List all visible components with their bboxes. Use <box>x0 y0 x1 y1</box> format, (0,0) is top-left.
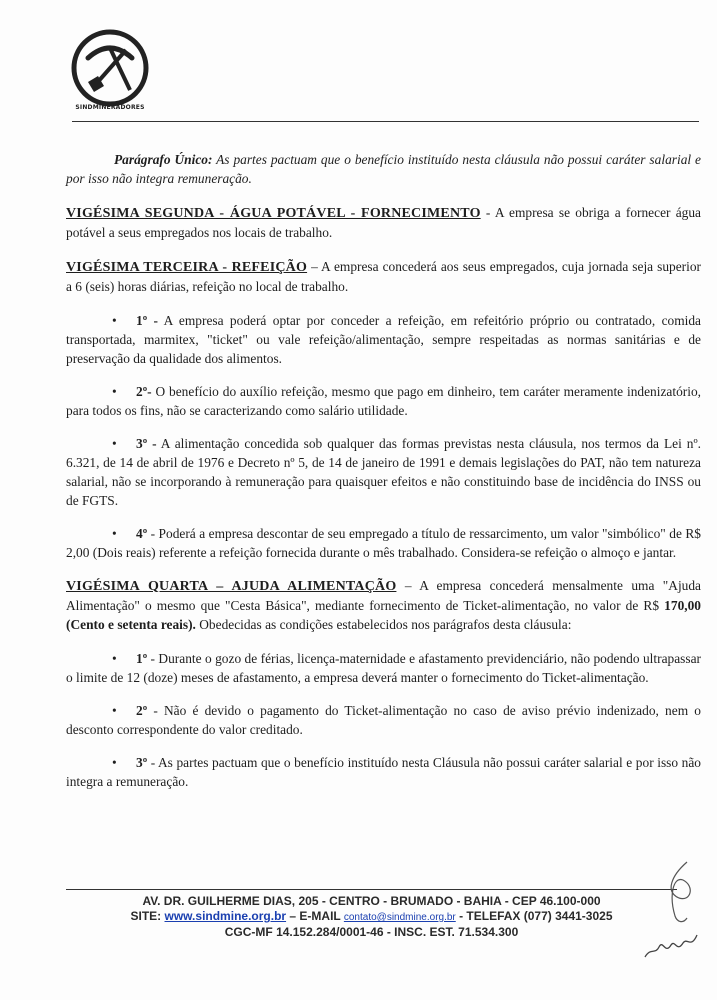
bullet-icon: • <box>112 651 117 666</box>
phone: - TELEFAX (077) 3441-3025 <box>455 909 613 923</box>
clause-22-text: - A empresa se obriga a fornecer água potável a seus empregados nos locais de trabalho. <box>66 205 701 240</box>
site-label: SITE: <box>130 909 165 923</box>
clause-23-text: – A empresa concederá aos seus empregados, cuja jornada seja superior a 6 (seis) horas diárias, refeição no local de trabalho. <box>66 259 701 294</box>
item-number: 3º <box>136 755 148 770</box>
item-number: 4º <box>136 526 148 541</box>
bullet-icon: • <box>112 526 117 541</box>
signature-icon <box>657 858 703 928</box>
item-number: 2º <box>136 703 148 718</box>
clause-22 <box>66 203 701 242</box>
site-link[interactable]: www.sindmine.org.br <box>164 909 287 923</box>
clause-24-text-before: – A empresa concederá mensalmente uma "Ajuda Alimentação" o mesmo que "Cesta Básica", mediante fornecimento de Ticket-alimentação, no valor de R$ <box>66 578 701 613</box>
item-text: A empresa poderá optar por conceder a refeição, em refeitório próprio ou contratado, comida transportada, marmitex, "ticket" ou vale refeição/alimentação, sempre respeitadas as normas sanitárias e de preservação da qualidade dos alimentos. <box>66 313 701 366</box>
item-text: - Poderá a empresa descontar de seu empregado a título de ressarcimento, um valor "simbólico" de R$ 2,00 (Dois reais) referente a refeição fornecida durante o mês trabalhado. Considera-se refeição o almoço e jantar. <box>66 526 701 560</box>
footer-contact <box>66 909 677 925</box>
bullet-icon: • <box>112 755 117 770</box>
item-text: - Durante o gozo de férias, licença-maternidade e afastamento previdenciário, não podendo ultrapassar o limite de 12 (doze) meses de afastamento, a empresa deverá manter o fornecimento do Ticket-alimentação. <box>66 651 701 685</box>
clause-24-heading: VIGÉSIMA QUARTA – AJUDA ALIMENTAÇÃO <box>66 579 397 594</box>
paragrafo-unico-label: Parágrafo Único: <box>114 152 213 167</box>
initials-icon <box>641 925 701 965</box>
clause-23 <box>66 257 701 296</box>
clause-24 <box>66 576 701 634</box>
clause-24-value: 170,00 (Cento e setenta reais). <box>66 598 701 632</box>
clause-24-text-after: Obedecidas as condições estabelecidos nos parágrafos desta cláusula: <box>195 617 572 632</box>
email-label: – E-MAIL <box>286 909 344 923</box>
clause-23-item <box>66 524 701 562</box>
clause-23-item <box>66 434 701 510</box>
logo-name: SINDMINERADORES <box>75 104 145 111</box>
bullet-icon: • <box>112 313 117 328</box>
item-number: 1º <box>136 651 148 666</box>
footer-address: AV. DR. GUILHERME DIAS, 205 - CENTRO - BRUMADO - BAHIA - CEP 46.100-000 <box>142 894 601 908</box>
item-text: O benefício do auxílio refeição, mesmo que pago em dinheiro, tem caráter meramente indenizatório, para todos os fins, não se caracterizando como salário utilidade. <box>66 384 701 418</box>
email-link[interactable]: contato@sindmine.org.br <box>343 912 456 923</box>
item-text: A alimentação concedida sob qualquer das formas previstas nesta cláusula, nos termos da Lei nº. 6.321, de 14 de abril de 1976 e Decreto nº 5, de 14 de janeiro de 1991 e demais legislações do PAT, não tem natureza salarial, não se incorporando à remuneração para quaisquer efeitos e não constituindo base de incidência do INSS ou de FGTS. <box>66 436 701 508</box>
clause-24-item <box>66 753 701 791</box>
clause-24-item <box>66 701 701 739</box>
clause-23-heading: VIGÉSIMA TERCEIRA - REFEIÇÃO <box>66 260 308 275</box>
clause-22-heading: VIGÉSIMA SEGUNDA - ÁGUA POTÁVEL - FORNECIMENTO <box>66 206 481 221</box>
bullet-icon: • <box>112 703 117 718</box>
paragrafo-unico <box>66 150 701 188</box>
paragrafo-unico-text: As partes pactuam que o benefício instituído nesta cláusula não possui caráter salarial e por isso não integra remuneração. <box>66 152 701 186</box>
document-body <box>66 150 701 805</box>
clause-23-item <box>66 382 701 420</box>
bullet-icon: • <box>112 384 117 399</box>
bullet-icon: • <box>112 436 117 451</box>
header-divider <box>72 121 699 122</box>
item-number: 1º - <box>136 313 158 328</box>
item-number: 2º- <box>136 384 152 399</box>
footer-registry: CGC-MF 14.152.284/0001-46 - INSC. EST. 71.534.300 <box>224 925 519 939</box>
footer-divider <box>66 889 677 890</box>
clause-24-item <box>66 649 701 687</box>
pick-and-shovel-icon <box>70 28 150 108</box>
item-text: - As partes pactuam que o benefício instituído nesta Cláusula não possui caráter salarial e por isso não integra a remuneração. <box>66 755 701 789</box>
clause-23-item <box>66 311 701 368</box>
footer <box>66 894 677 940</box>
item-number: 3º - <box>136 436 157 451</box>
item-text: - Não é devido o pagamento do Ticket-alimentação no caso de aviso prévio indenizado, nem o desconto correspondente do valor creditado. <box>66 703 701 737</box>
